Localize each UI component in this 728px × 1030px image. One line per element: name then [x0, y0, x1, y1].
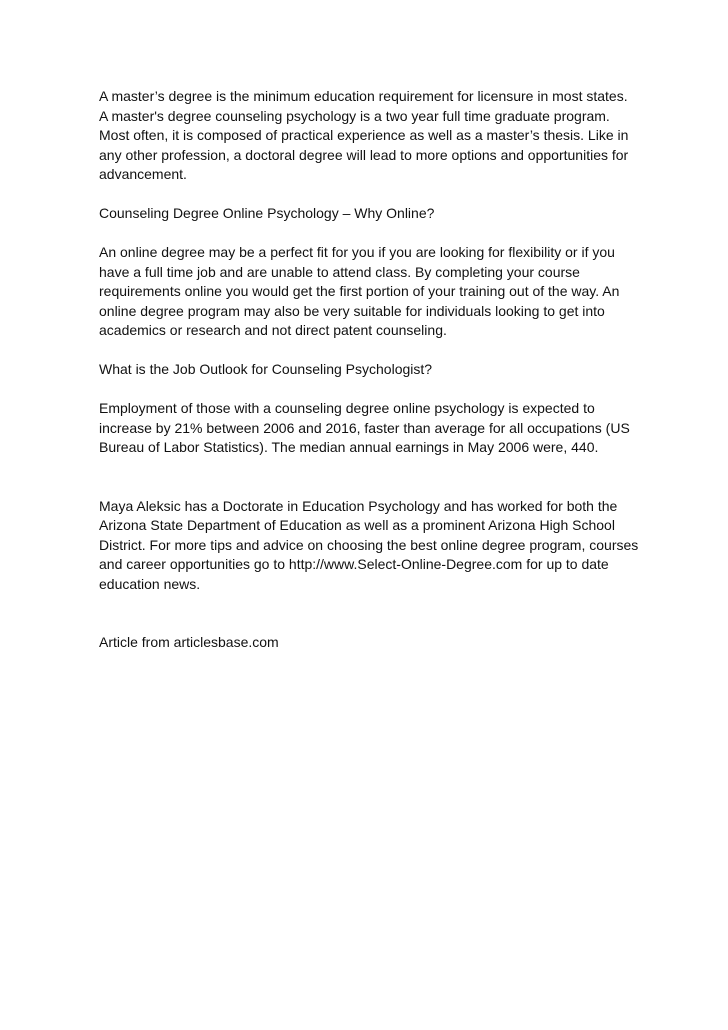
paragraph-spacer	[99, 380, 639, 400]
paragraph-spacer	[99, 341, 639, 361]
paragraph-employment: Employment of those with a counseling degree online psychology is expected to increase by 21% between 2006 and 2016, faster than average for all occupations (US Bureau of Labor Statistics). The median annual earnings in May 2006 were, 440.	[99, 400, 630, 455]
paragraph-online-degree: An online degree may be a perfect fit for you if you are looking for flexibility or if you have a full time job and are unable to attend class. By completing your course requirements online you would get the first portion of your training out of the way. An online degree program may also be very suitable for individuals looking to get into academics or research and not direct patent counseling.	[99, 244, 620, 338]
paragraph-author-bio: Maya Aleksic has a Doctorate in Education Psychology and has worked for both the Arizona State Department of Education as well as a prominent Arizona High School District. For more tips and advice on choosing the best online degree program, courses and career opportunities go to http://www.Select-Online-Degree.com for up to date education news.	[99, 497, 639, 592]
paragraph-spacer	[99, 224, 639, 244]
heading-why-online: Counseling Degree Online Psychology – Why Online?	[99, 205, 435, 221]
document-body	[99, 87, 639, 653]
paragraph-spacer	[99, 185, 639, 205]
article-source: Article from articlesbase.com	[99, 634, 279, 650]
heading-job-outlook: What is the Job Outlook for Counseling Psychologist?	[99, 361, 433, 377]
paragraph-spacer	[99, 458, 639, 497]
paragraph-spacer	[99, 594, 639, 633]
paragraph-masters-requirement: A master’s degree is the minimum education requirement for licensure in most states. A master's degree counseling psychology is a two year full time graduate program. Most often, it is composed of practical experience as well as a master’s thesis. Like in any other profession, a doctoral degree will lead to more options and opportunities for advancement.	[99, 88, 629, 182]
